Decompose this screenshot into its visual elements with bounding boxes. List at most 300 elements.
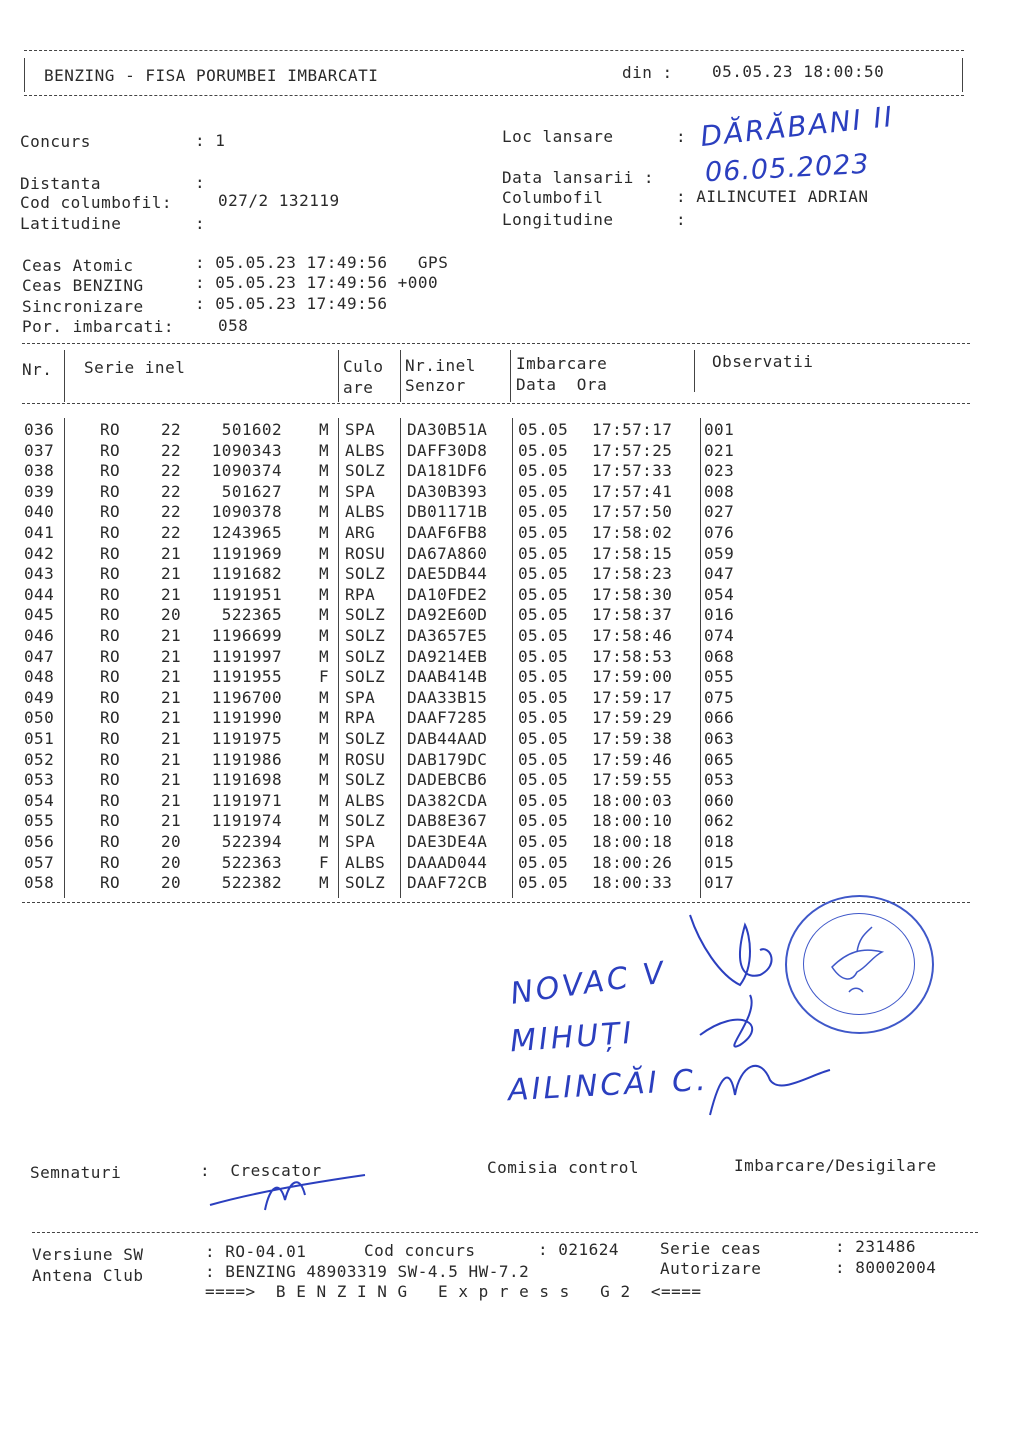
- sincronizare-value: : 05.05.23 17:49:56: [195, 294, 388, 313]
- serie-ceas-value: : 231486: [835, 1237, 917, 1256]
- row-culoare: ARG: [345, 523, 376, 542]
- row-an: 21: [161, 564, 182, 584]
- row-data: 05.05: [518, 646, 569, 666]
- row-senzor: DA9214EB: [407, 646, 488, 666]
- row-senzor: DAE3DE4A: [407, 832, 488, 851]
- row-tara: RO: [100, 440, 121, 460]
- row-numar: 1191969: [211, 543, 282, 563]
- row-an: 22: [161, 420, 182, 439]
- th-culoare-2: are: [343, 378, 374, 397]
- row-culoare: SPA: [345, 687, 376, 707]
- row-tara: RO: [100, 481, 121, 501]
- row-observatii: 018: [704, 832, 735, 851]
- col-sep-nr-header: [64, 350, 65, 402]
- row-ora: 17:57:33: [592, 461, 673, 481]
- row-nr: 046: [24, 626, 55, 645]
- ceas-atomic-value: : 05.05.23 17:49:56 GPS: [195, 253, 449, 272]
- row-sex: M: [319, 523, 330, 542]
- row-data: 05.05: [518, 626, 569, 645]
- row-tara: RO: [100, 626, 121, 645]
- table-row: [20, 605, 980, 626]
- row-senzor: DAA33B15: [407, 687, 488, 707]
- autorizare-label: Autorizare: [660, 1259, 762, 1278]
- row-ora: 18:00:03: [592, 790, 673, 810]
- row-tara: RO: [100, 749, 121, 769]
- row-sex: M: [319, 811, 330, 831]
- row-nr: 041: [24, 523, 55, 542]
- handwritten-name-2: MIHUȚI: [508, 1015, 636, 1060]
- header-top-rule: [24, 50, 964, 51]
- col-sep-imbarcare-header: [694, 350, 695, 392]
- row-data: 05.05: [518, 461, 569, 481]
- longitudine-value: :: [676, 210, 687, 229]
- row-nr: 052: [24, 749, 55, 769]
- row-tara: RO: [100, 729, 121, 748]
- table-row: [20, 750, 980, 771]
- row-an: 20: [161, 605, 182, 625]
- row-an: 21: [161, 770, 182, 790]
- row-sex: M: [319, 584, 330, 604]
- row-data: 05.05: [518, 852, 569, 872]
- row-ora: 17:57:50: [592, 502, 673, 522]
- table-row: [20, 688, 980, 709]
- table-row: [20, 647, 980, 668]
- row-sex: M: [319, 605, 330, 625]
- col-sep-serie-header: [338, 350, 339, 402]
- row-ora: 17:59:38: [592, 729, 673, 748]
- row-senzor: DAAAD044: [407, 852, 488, 872]
- row-nr: 049: [24, 687, 55, 707]
- row-tara: RO: [100, 770, 121, 790]
- row-sex: M: [319, 564, 330, 584]
- crescator-label: : Crescator: [200, 1161, 322, 1180]
- row-senzor: DADEBCB6: [407, 770, 488, 790]
- row-sex: F: [319, 852, 330, 872]
- row-tara: RO: [100, 790, 121, 810]
- row-observatii: 060: [704, 790, 735, 810]
- row-data: 05.05: [518, 584, 569, 604]
- row-sex: M: [319, 481, 330, 501]
- row-numar: 1196699: [211, 626, 282, 645]
- row-numar: 1191971: [211, 790, 282, 810]
- table-row: [20, 420, 980, 441]
- table-row: [20, 441, 980, 462]
- row-culoare: ROSU: [345, 749, 386, 769]
- row-data: 05.05: [518, 832, 569, 851]
- row-numar: 1243965: [211, 523, 282, 542]
- row-culoare: SOLZ: [345, 667, 386, 687]
- row-tara: RO: [100, 543, 121, 563]
- row-numar: 1090343: [211, 440, 282, 460]
- row-culoare: SOLZ: [345, 729, 386, 748]
- row-an: 21: [161, 667, 182, 687]
- signature-2: [700, 995, 752, 1047]
- row-data: 05.05: [518, 770, 569, 790]
- row-tara: RO: [100, 523, 121, 542]
- row-culoare: ROSU: [345, 543, 386, 563]
- row-culoare: SOLZ: [345, 564, 386, 584]
- row-sex: M: [319, 873, 330, 893]
- row-nr: 058: [24, 873, 55, 893]
- row-nr: 047: [24, 646, 55, 666]
- row-data: 05.05: [518, 811, 569, 831]
- row-an: 22: [161, 502, 182, 522]
- row-tara: RO: [100, 564, 121, 584]
- document-title: BENZING - FISA PORUMBEI IMBARCATI: [44, 66, 379, 85]
- data-lansarii-label: Data lansarii :: [502, 168, 654, 187]
- row-data: 05.05: [518, 420, 569, 439]
- handwritten-name-1: NOVAC V: [508, 955, 669, 1012]
- th-nr: Nr.: [22, 360, 53, 379]
- row-tara: RO: [100, 873, 121, 893]
- signature-1: [690, 915, 772, 985]
- row-numar: 522363: [221, 852, 282, 872]
- row-nr: 048: [24, 667, 55, 687]
- concurs-value: : 1: [195, 131, 226, 150]
- table-row: [20, 729, 980, 750]
- row-ora: 17:59:29: [592, 708, 673, 728]
- row-numar: 522394: [221, 832, 282, 851]
- row-data: 05.05: [518, 481, 569, 501]
- comisia-control-label: Comisia control: [487, 1158, 639, 1177]
- table-row: [20, 544, 980, 565]
- row-culoare: ALBS: [345, 790, 386, 810]
- table-row: [20, 708, 980, 729]
- table-row: [20, 811, 980, 832]
- row-sex: M: [319, 708, 330, 728]
- row-sex: M: [319, 440, 330, 460]
- row-observatii: 054: [704, 584, 735, 604]
- table-row: [20, 667, 980, 688]
- loc-lansare-sep: :: [676, 127, 687, 146]
- row-ora: 17:58:02: [592, 523, 673, 542]
- row-data: 05.05: [518, 543, 569, 563]
- row-tara: RO: [100, 852, 121, 872]
- cod-columbofil-value: 027/2 132119: [218, 191, 340, 210]
- row-numar: 522365: [221, 605, 282, 625]
- row-culoare: SPA: [345, 420, 376, 439]
- ceas-benzing-label: Ceas BENZING: [22, 276, 144, 295]
- th-observatii: Observatii: [712, 352, 814, 371]
- row-data: 05.05: [518, 708, 569, 728]
- table-row: [20, 853, 980, 874]
- row-observatii: 047: [704, 564, 735, 584]
- row-culoare: SOLZ: [345, 811, 386, 831]
- row-observatii: 001: [704, 420, 735, 439]
- semnaturi-label: Semnaturi: [30, 1163, 122, 1182]
- cod-concurs-label: Cod concurs: [364, 1241, 476, 1260]
- row-an: 20: [161, 832, 182, 851]
- row-senzor: DA181DF6: [407, 461, 488, 481]
- table-row: [20, 461, 980, 482]
- row-data: 05.05: [518, 667, 569, 687]
- row-observatii: 066: [704, 708, 735, 728]
- ceas-atomic-label: Ceas Atomic: [22, 256, 134, 275]
- row-ora: 18:00:26: [592, 852, 673, 872]
- versiune-label: Versiune SW: [32, 1245, 144, 1264]
- row-ora: 18:00:10: [592, 811, 673, 831]
- row-data: 05.05: [518, 523, 569, 542]
- row-senzor: DA67A860: [407, 543, 488, 563]
- row-data: 05.05: [518, 790, 569, 810]
- row-senzor: DAB179DC: [407, 749, 488, 769]
- row-tara: RO: [100, 667, 121, 687]
- row-ora: 17:59:00: [592, 667, 673, 687]
- row-sex: M: [319, 790, 330, 810]
- row-culoare: SOLZ: [345, 605, 386, 625]
- row-an: 21: [161, 646, 182, 666]
- row-numar: 1191990: [211, 708, 282, 728]
- row-data: 05.05: [518, 749, 569, 769]
- row-observatii: 021: [704, 440, 735, 460]
- row-senzor: DA30B51A: [407, 420, 488, 439]
- row-nr: 053: [24, 770, 55, 790]
- row-nr: 036: [24, 420, 55, 439]
- row-sex: M: [319, 729, 330, 748]
- row-an: 21: [161, 708, 182, 728]
- table-row: [20, 832, 980, 853]
- row-nr: 044: [24, 584, 55, 604]
- versiune-value: : RO-04.01: [205, 1242, 307, 1261]
- row-sex: M: [319, 749, 330, 769]
- row-tara: RO: [100, 832, 121, 851]
- row-ora: 17:59:17: [592, 687, 673, 707]
- row-numar: 1191682: [211, 564, 282, 584]
- row-observatii: 015: [704, 852, 735, 872]
- row-numar: 1191997: [211, 646, 282, 666]
- row-an: 21: [161, 687, 182, 707]
- row-an: 22: [161, 461, 182, 481]
- row-culoare: SOLZ: [345, 770, 386, 790]
- data-lansarii-handwritten: 06.05.2023: [704, 148, 871, 189]
- row-senzor: DAB44AAD: [407, 729, 488, 748]
- row-an: 21: [161, 790, 182, 810]
- row-ora: 17:59:55: [592, 770, 673, 790]
- row-sex: M: [319, 770, 330, 790]
- table-row: [20, 482, 980, 503]
- columbofil-label: Columbofil: [502, 188, 604, 207]
- row-nr: 056: [24, 832, 55, 851]
- th-imbarcare: Imbarcare: [516, 354, 608, 373]
- row-observatii: 027: [704, 502, 735, 522]
- benzing-express-line: ====> B E N Z I N G E x p r e s s G 2 <====: [205, 1282, 702, 1301]
- row-nr: 054: [24, 790, 55, 810]
- latitudine-value: :: [195, 214, 206, 233]
- table-header-rule: [22, 403, 970, 404]
- stamp-dove-icon: [787, 897, 932, 1032]
- row-senzor: DA3657E5: [407, 626, 488, 645]
- row-culoare: SOLZ: [345, 873, 386, 893]
- row-senzor: DA92E60D: [407, 605, 488, 625]
- row-nr: 040: [24, 502, 55, 522]
- th-nr-inel: Nr.inel: [405, 356, 476, 375]
- row-culoare: ALBS: [345, 502, 386, 522]
- col-sep-senzor-header: [510, 350, 511, 402]
- row-culoare: SPA: [345, 832, 376, 851]
- row-data: 05.05: [518, 564, 569, 584]
- row-senzor: DA382CDA: [407, 790, 488, 810]
- row-senzor: DAB8E367: [407, 811, 488, 831]
- row-nr: 039: [24, 481, 55, 501]
- row-an: 22: [161, 523, 182, 542]
- row-nr: 042: [24, 543, 55, 563]
- row-nr: 045: [24, 605, 55, 625]
- row-data: 05.05: [518, 729, 569, 748]
- row-ora: 17:58:46: [592, 626, 673, 645]
- row-senzor: DAFF30D8: [407, 440, 488, 460]
- row-data: 05.05: [518, 605, 569, 625]
- row-data: 05.05: [518, 873, 569, 893]
- row-nr: 043: [24, 564, 55, 584]
- columbofil-value: : AILINCUTEI ADRIAN: [676, 187, 869, 206]
- table-row: [20, 564, 980, 585]
- row-culoare: ALBS: [345, 852, 386, 872]
- por-imbarcati-label: Por. imbarcati:: [22, 317, 174, 336]
- row-observatii: 055: [704, 667, 735, 687]
- association-stamp: [785, 895, 934, 1034]
- row-data: 05.05: [518, 440, 569, 460]
- latitudine-label: Latitudine: [20, 214, 122, 233]
- row-culoare: RPA: [345, 584, 376, 604]
- row-observatii: 008: [704, 481, 735, 501]
- row-ora: 17:57:17: [592, 420, 673, 439]
- din-label: din :: [622, 63, 673, 82]
- row-sex: M: [319, 626, 330, 645]
- row-culoare: SOLZ: [345, 626, 386, 645]
- row-sex: M: [319, 461, 330, 481]
- table-row: [20, 770, 980, 791]
- antena-value: : BENZING 48903319 SW-4.5 HW-7.2: [205, 1262, 530, 1281]
- header-left-border: [24, 58, 25, 92]
- row-senzor: DAAF72CB: [407, 873, 488, 893]
- row-an: 21: [161, 749, 182, 769]
- header-right-border: [962, 58, 963, 92]
- row-ora: 18:00:18: [592, 832, 673, 851]
- row-culoare: RPA: [345, 708, 376, 728]
- row-numar: 1191955: [211, 667, 282, 687]
- row-numar: 1191951: [211, 584, 282, 604]
- th-culoare-1: Culo: [343, 357, 384, 376]
- table-row: [20, 523, 980, 544]
- loc-lansare-label: Loc lansare: [502, 127, 614, 146]
- footer-rule: [32, 1232, 978, 1233]
- row-senzor: DB01171B: [407, 502, 488, 522]
- row-ora: 17:57:41: [592, 481, 673, 501]
- row-ora: 17:58:53: [592, 646, 673, 666]
- row-senzor: DAAF7285: [407, 708, 488, 728]
- row-ora: 17:58:30: [592, 584, 673, 604]
- table-row: [20, 873, 980, 894]
- row-sex: M: [319, 832, 330, 851]
- autorizare-value: : 80002004: [835, 1258, 937, 1277]
- table-row: [20, 791, 980, 812]
- row-culoare: SPA: [345, 481, 376, 501]
- row-tara: RO: [100, 461, 121, 481]
- row-senzor: DA10FDE2: [407, 584, 488, 604]
- row-data: 05.05: [518, 502, 569, 522]
- row-sex: M: [319, 687, 330, 707]
- row-culoare: SOLZ: [345, 646, 386, 666]
- row-observatii: 016: [704, 605, 735, 625]
- row-observatii: 074: [704, 626, 735, 645]
- table-top-rule: [22, 343, 970, 344]
- row-an: 21: [161, 811, 182, 831]
- concurs-label: Concurs: [20, 132, 91, 151]
- row-numar: 1191698: [211, 770, 282, 790]
- row-an: 21: [161, 584, 182, 604]
- row-tara: RO: [100, 420, 121, 439]
- table-row: [20, 626, 980, 647]
- row-nr: 051: [24, 729, 55, 748]
- row-ora: 17:58:23: [592, 564, 673, 584]
- row-culoare: ALBS: [345, 440, 386, 460]
- handwritten-name-3: AILINCĂI C.: [507, 1062, 710, 1109]
- row-culoare: SOLZ: [345, 461, 386, 481]
- row-observatii: 062: [704, 811, 735, 831]
- row-numar: 1090378: [211, 502, 282, 522]
- row-nr: 055: [24, 811, 55, 831]
- row-ora: 17:57:25: [592, 440, 673, 460]
- table-row: [20, 502, 980, 523]
- row-nr: 038: [24, 461, 55, 481]
- sincronizare-label: Sincronizare: [22, 297, 144, 316]
- row-an: 20: [161, 873, 182, 893]
- row-sex: M: [319, 420, 330, 439]
- row-numar: 1196700: [211, 687, 282, 707]
- th-senzor: Senzor: [405, 376, 466, 395]
- row-sex: M: [319, 646, 330, 666]
- crescator-signature: [205, 1165, 375, 1215]
- row-numar: 522382: [221, 873, 282, 893]
- row-numar: 1191975: [211, 729, 282, 748]
- din-value: 05.05.23 18:00:50: [712, 62, 885, 81]
- row-ora: 17:59:46: [592, 749, 673, 769]
- row-observatii: 068: [704, 646, 735, 666]
- por-imbarcati-value: 058: [218, 316, 249, 335]
- row-nr: 037: [24, 440, 55, 460]
- row-ora: 18:00:33: [592, 873, 673, 893]
- table-row: [20, 585, 980, 606]
- row-sex: F: [319, 667, 330, 687]
- row-numar: 1191986: [211, 749, 282, 769]
- th-serie-inel: Serie inel: [84, 358, 186, 377]
- row-ora: 17:58:37: [592, 605, 673, 625]
- row-tara: RO: [100, 708, 121, 728]
- distanta-value: :: [195, 173, 206, 192]
- row-observatii: 065: [704, 749, 735, 769]
- col-sep-culoare-header: [400, 350, 401, 402]
- row-observatii: 076: [704, 523, 735, 542]
- row-tara: RO: [100, 502, 121, 522]
- longitudine-label: Longitudine: [502, 210, 614, 229]
- row-an: 21: [161, 729, 182, 748]
- header-bottom-rule: [24, 95, 964, 96]
- row-nr: 057: [24, 852, 55, 872]
- serie-ceas-label: Serie ceas: [660, 1239, 762, 1258]
- row-ora: 17:58:15: [592, 543, 673, 563]
- row-numar: 1090374: [211, 461, 282, 481]
- row-observatii: 075: [704, 687, 735, 707]
- loc-lansare-handwritten: DĂRĂBANI II: [698, 99, 896, 154]
- row-sex: M: [319, 502, 330, 522]
- row-an: 21: [161, 626, 182, 645]
- cod-columbofil-label: Cod columbofil:: [20, 193, 172, 212]
- antena-label: Antena Club: [32, 1266, 144, 1285]
- ceas-benzing-value: : 05.05.23 17:49:56 +000: [195, 273, 439, 292]
- row-tara: RO: [100, 646, 121, 666]
- row-observatii: 059: [704, 543, 735, 563]
- row-numar: 1191974: [211, 811, 282, 831]
